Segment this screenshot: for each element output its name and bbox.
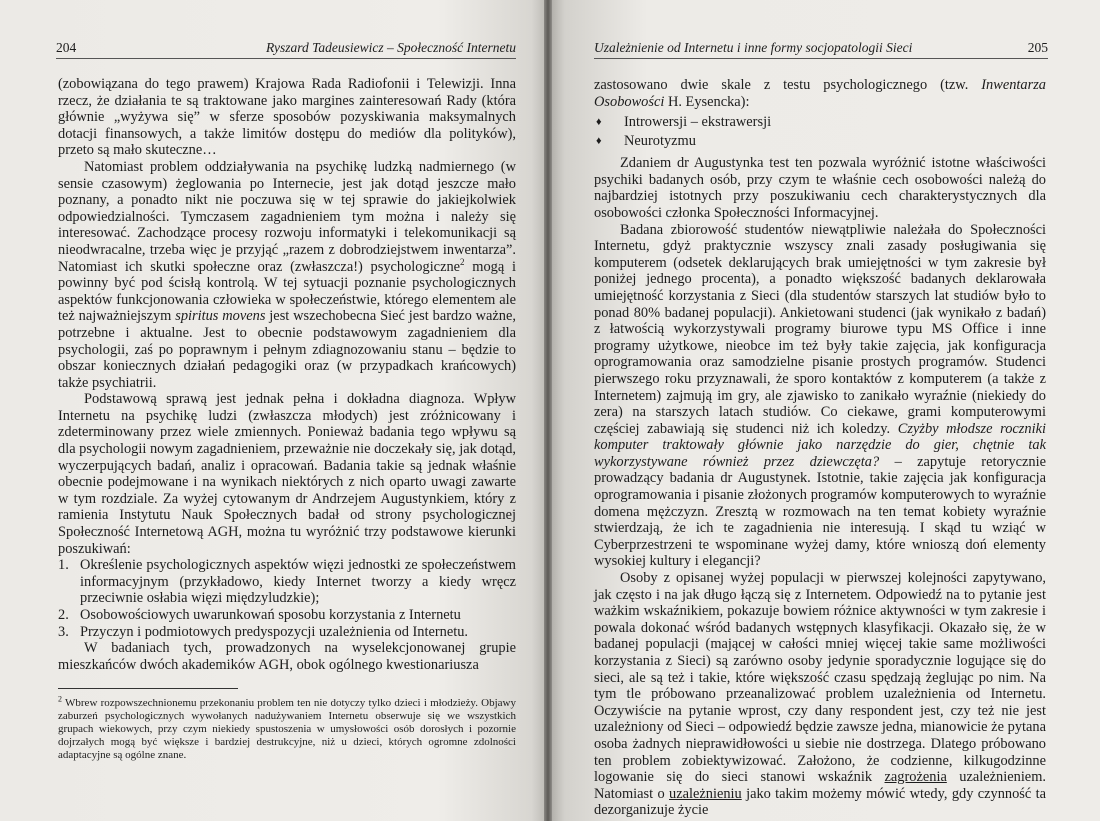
running-head-left [56, 40, 516, 59]
paragraph-1-italic: Inwentarza Osobowości [594, 77, 1046, 110]
list-item-text: Introwersji – ekstrawersji [624, 114, 772, 131]
paragraph-2-part-a: Natomiast problem oddziaływania na psychikę ludzką nadmiernego (w sensie czasowym) żeglowania po Internecie, jest jak dotąd jeszcze mało poznany, a ponadto nikt nie poczuwa się w tej sprawie do jakiejkolwiek odpowiedzialności. Tymczasem zagadnieniem tym można i należy się interesować. Zachodzące procesy rozwoju informatyki i telekomunikacji są nieodwracalne, trzeba więc je przyjąć „razem z dobrodziejstwem inwentarza”. Natomiast ich skutki społeczne oraz (zwłaszcza!) psychologiczne [58, 158, 516, 275]
paragraph-3-part-a: Badana zbiorowość studentów niewątpliwie należała do Społeczności Internetu, gdyż praktycznie wszyscy znali zasady posługiwania się komputerem (odsetek deklarujących brak umiejętności w tym zakresie był poniżej jednego procenta), a ponadto większość badanych deklarowała umiejętność korzystania z Sieci (dla studentów starszych lat studiów było to ponad 80% badanej populacji). Ankietowani studenci (jak wynikało z badań) z łatwością wykorzystywali programy biurowe typu MS Office i inne programy użytkowe, nieobce im też były takie zajęcia, jak konfiguracja oprogramowania oraz samodzielne pisanie prostych programów. Studenci pierwszego roku przyznawali, że sporo kontaktów z komputerem (a także z Internetem) zajmują im gry, ale zjawisko to zanikało wyraźnie (niekiedy do zera) na starszych latach studiów. Co ciekawe, grami komputerowymi częściej zabawiają się studenci niż ich koledzy. [594, 221, 1046, 437]
paragraph-4-part-c: jako takim możemy mówić wtedy, gdy czynność ta dezorganizuje życie [594, 785, 1046, 819]
paragraph-2-part-c: jest wszechobecna Sieć jest bardzo ważne, potrzebne i aktualne. Jest to obecnie podstawowym zagadnieniem dla psychologii, zaś po poprawnym i pełnym zdiagnozowaniu stanu – będzie to obszar koniecznych działań pedagogiki oraz (w przypadkach krańcowych) także psychiatrii. [58, 308, 516, 391]
list-item-text: Neurotyzmu [624, 133, 696, 150]
paragraph-1 [594, 77, 1046, 110]
list-item-number: 1. [58, 557, 69, 574]
paragraph-3-part-b: – zapytuje retorycznie prowadzący badania dr Augustynek. Istotnie, takie zajęcia jak konfiguracja oprogramowania i pisanie złożonych programów komputerowych to wyraźnie domena mężczyzn. Zresztą w rozmowach na ten temat kobiety wyraźnie stwierdzają, że ich te zagadnienia nie interesują. I skąd tu wziąć w Cyberprzestrzeni te wspominane wyżej damy, które wnioszą doń elementy wysokiej kultury i elegancji? [594, 453, 1047, 570]
book-gutter [544, 0, 552, 821]
running-head-title-right: Uzależnienie od Internetu i inne formy socjopatologii Sieci [594, 40, 913, 55]
paragraph-4: W badaniach tych, prowadzonych na wyselekcjonowanej grupie mieszkańców dwóch akademików AGH, obok ogólnego kwestionariusza [58, 640, 516, 673]
list-item-text: Osobowościowych uwarunkowań sposobu korzystania z Internetu [80, 607, 461, 623]
paragraph-1: (zobowiązana do tego prawem) Krajowa Rada Radiofonii i Telewizji. Inna rzecz, że działania te są traktowane jako margines zainteresowań Rady (która głównie „wyżywa się” w sferze sposobów pozyskiwania maksymalnych dotacji finansowych, a także limitów dostępu do mediów dla polityków), przeto są mało skuteczne… [58, 76, 516, 159]
diamond-bullet-icon: ♦ [596, 135, 602, 148]
footnote [58, 694, 516, 762]
list-item-text: Przyczyn i podmiotowych predyspozycji uzależnienia od Internetu. [80, 623, 469, 640]
underlined-term-addiction: uzależnieniu [669, 785, 742, 802]
research-directions-list [58, 557, 516, 640]
footnote-mark: 2 [58, 694, 62, 704]
paragraph-3-italic: Czyżby młodsze roczniki komputer traktowały głównie jako narzędzie do gier, chętnie tak wykorzystywane również przez dziewczęta? [594, 420, 1046, 470]
underlined-term-threat: zagrożenia [884, 769, 947, 786]
list-item [58, 624, 516, 641]
page-number-left: 204 [56, 40, 77, 55]
list-item [594, 113, 1046, 132]
paragraph-2-part-b: mogą i powinny być pod ścisłą kontrolą. W tej sytuacji poznanie psychologicznych aspektów funkcjonowania człowieka w społeczeństwie, którego elementem ale też najważniejszym [58, 258, 516, 325]
paragraph-3: Podstawową sprawą jest jednak pełna i dokładna diagnoza. Wpływ Internetu na psychikę ludzi (zwłaszcza młodych) jest zróżnicowany i zdeterminowany przez wiele zmiennych. Ponieważ badania tego wpływu są dla psychologii nowym zagadnieniem, przeważnie nie doczekały się, jak dotąd, wyczerpujących badań, analiz i opracowań. Badania takie są jednak właśnie obecnie podejmowane i na wynikach niektórych z nich oparto uwagi zawarte w tym rozdziale. Za wyżej cytowanym dr Andrzejem Augustynkiem, który z ramienia Instytutu Nauk Społecznych badał od strony psychologicznej Społeczność Internetową AGH, można tu wyróżnić trzy podstawowe kierunki poszukiwań: [58, 391, 516, 557]
list-item [58, 607, 516, 624]
list-item-text: Określenie psychologicznych aspektów więzi jednostki ze społeczeństwem informacyjnym (przykładowo, kiedy Internet tworzy a kiedy wręcz przeciwnie osłabia więzi międzyludzkie); [80, 557, 516, 607]
paragraph-4-part-b: uzależnieniem. Natomiast o [594, 769, 1046, 802]
paragraph-2-italic: spiritus movens [175, 308, 266, 325]
paragraph-4-part-a: Osoby z opisanej wyżej populacji w pierwszej kolejności zapytywano, jak często i na jak długo łączą się z Internetem. Odpowiedź na to pytanie jest ważkim wskaźnikiem, pokazuje bowiem różnice aktywności w tym zakresie i powala dokonać wśród badanych wstępnych klasyfikacji. Okazało się, że w badanej populacji (mającej w całości mniej więcej takie same możliwości korzystania z Sieci) są zarówno osoby jedynie sporadycznie logujące się do sieci, ale są też i takie, które większość czasu spędzają żeglując po nim. Na tym tle próbowano przeanalizować problem uzależnienia od Internetu. Oczywiście na pytanie wprost, czy dany respondent jest, czy też nie jest uzależniony od Sieci – odpowiedź będzie zawsze jedna, mianowicie że pytana osoba żadnych nieprawidłowości u siebie nie dostrzega. Dlatego próbowano ten problem zobiektywizować. Założono, że codzienne, kilkugodzinne logowanie się do sieci stanowi wskaźnik [594, 570, 1046, 786]
list-item-number: 3. [58, 623, 69, 640]
paragraph-1-part-a: zastosowano dwie skale z testu psychologicznego (tzw. [594, 77, 982, 93]
footnote-text: Wbrew rozpowszechnionemu przekonaniu problem ten nie dotyczy tylko dzieci i młodzieży. Objawy zaburzeń psychologicznych wywołanych nadużywaniem Internetu obserwuje się we wszystkich grupach wiekowych, przy czym niekiedy spustoszenia w umysłowości osób dorosłych i pozornie dojrzałych mogą być większe i bardziej destrukcyjne, niż u dzieci, których ogromne zdolności adaptacyjne są ogólne znane. [58, 697, 516, 761]
right-page [548, 0, 1100, 821]
paragraph-3 [594, 222, 1046, 570]
list-item [58, 557, 516, 607]
footnote-ref[interactable]: 2 [460, 256, 465, 267]
paragraph-1-part-b: H. Eysencka): [664, 93, 750, 110]
footnote-divider [58, 688, 238, 689]
list-item [594, 132, 1046, 151]
paragraph-2: Zdaniem dr Augustynka test ten pozwala wyróżnić istotne właściwości psychiki badanych osób, przy czym te właśnie cech osobowości należą do najbardziej istotnych przy poszukiwaniu cech charakterystycznych dla osobowości członka Społeczności Informacyjnej. [594, 155, 1046, 221]
left-page-body [58, 76, 516, 673]
right-page-body [594, 77, 1046, 819]
diamond-bullet-icon: ♦ [596, 116, 602, 129]
running-head-title-left: Ryszard Tadeusiewicz – Społeczność Internetu [266, 40, 516, 55]
paragraph-2 [58, 159, 516, 391]
running-head-right [594, 40, 1048, 59]
paragraph-4 [594, 570, 1046, 819]
list-item-number: 2. [58, 607, 69, 623]
page-number-right: 205 [1027, 40, 1048, 55]
left-page [0, 0, 548, 821]
scales-list [594, 113, 1046, 151]
